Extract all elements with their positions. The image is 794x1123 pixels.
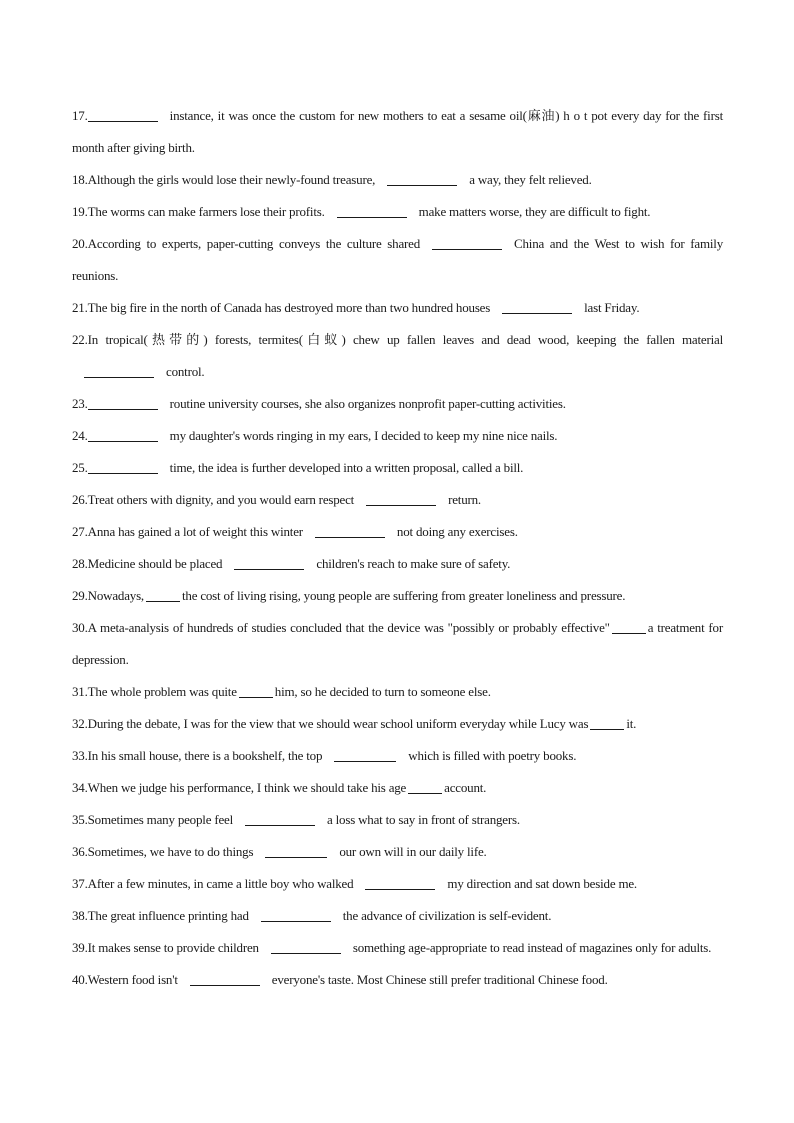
question-number: 32. [72, 716, 88, 731]
question-number: 18. [72, 172, 88, 187]
answer-blank[interactable] [408, 780, 442, 794]
answer-blank[interactable] [245, 812, 315, 826]
question-text-after: return. [448, 492, 481, 507]
question-text-after: instance, it was once the custom for new mothers to eat a sesame oil(麻油) h o t pot every day for the first month after giving birth. [72, 108, 723, 155]
question-text-before: When we judge his performance, I think we should take his age [87, 780, 407, 795]
question-item [72, 932, 723, 964]
question-text-after: a way, they felt relieved. [469, 172, 592, 187]
question-item [72, 452, 723, 484]
question-text-after: China and the West to wish for family reunions. [72, 236, 723, 283]
question-item [72, 548, 723, 580]
question-number: 26. [72, 492, 88, 507]
question-text-before: The whole problem was quite [87, 684, 237, 699]
question-item [72, 164, 723, 196]
question-number: 36. [72, 844, 88, 859]
answer-blank[interactable] [88, 460, 158, 474]
question-text-before: Although the girls would lose their newly-found treasure, [87, 172, 376, 187]
answer-blank[interactable] [612, 620, 646, 634]
question-text-after: a loss what to say in front of strangers. [327, 812, 520, 827]
answer-blank[interactable] [88, 396, 158, 410]
question-item [72, 420, 723, 452]
answer-blank[interactable] [334, 748, 396, 762]
question-number: 20. [72, 236, 88, 251]
question-text-before: In his small house, there is a bookshelf, the top [87, 748, 323, 763]
question-number: 37. [72, 876, 88, 891]
answer-blank[interactable] [146, 588, 180, 602]
question-text-after: which is filled with poetry books. [408, 748, 577, 763]
question-item [72, 676, 723, 708]
answer-blank[interactable] [432, 236, 502, 250]
question-text-before: Medicine should be placed [87, 556, 223, 571]
question-text-after: routine university courses, she also organizes nonprofit paper-cutting activities. [169, 396, 566, 411]
question-item [72, 228, 723, 292]
question-text-before: Anna has gained a lot of weight this winter [87, 524, 303, 539]
answer-blank[interactable] [590, 716, 624, 730]
question-item [72, 324, 723, 388]
question-number: 19. [72, 204, 88, 219]
question-number: 23. [72, 396, 88, 411]
question-text-after: him, so he decided to turn to someone else. [274, 684, 491, 699]
question-item [72, 836, 723, 868]
question-text-after: children's reach to make sure of safety. [316, 556, 511, 571]
question-number: 22. [72, 332, 88, 347]
question-number: 34. [72, 780, 88, 795]
question-item [72, 516, 723, 548]
question-text-before: The great influence printing had [87, 908, 249, 923]
answer-blank[interactable] [502, 300, 572, 314]
question-text-after: my daughter's words ringing in my ears, I decided to keep my nine nice nails. [169, 428, 558, 443]
question-text-before: Treat others with dignity, and you would earn respect [87, 492, 355, 507]
question-text-before: Sometimes, we have to do things [87, 844, 254, 859]
question-text-after: time, the idea is further developed into a written proposal, called a bill. [169, 460, 524, 475]
question-item [72, 964, 723, 996]
question-item [72, 388, 723, 420]
question-number: 31. [72, 684, 88, 699]
question-number: 35. [72, 812, 88, 827]
question-text-after: last Friday. [584, 300, 640, 315]
question-text-before: In tropical(热带的) forests, termites(白蚁) chew up fallen leaves and dead wood, keeping the fallen material [87, 332, 723, 347]
answer-blank[interactable] [366, 492, 436, 506]
question-number: 33. [72, 748, 88, 763]
question-number: 21. [72, 300, 88, 315]
question-text-before: Western food isn't [87, 972, 178, 987]
answer-blank[interactable] [234, 556, 304, 570]
question-number: 28. [72, 556, 88, 571]
answer-blank[interactable] [88, 108, 158, 122]
question-number: 39. [72, 940, 88, 955]
question-item [72, 868, 723, 900]
question-text-after: the cost of living rising, young people are suffering from greater loneliness and pressure. [181, 588, 626, 603]
question-text-after: account. [444, 780, 487, 795]
question-text-before: Sometimes many people feel [87, 812, 233, 827]
answer-blank[interactable] [84, 364, 154, 378]
answer-blank[interactable] [239, 684, 273, 698]
question-item [72, 612, 723, 676]
question-text-after: make matters worse, they are difficult to fight. [418, 204, 651, 219]
question-item [72, 900, 723, 932]
question-text-after: my direction and sat down beside me. [447, 876, 637, 891]
question-text-before: A meta-analysis of hundreds of studies concluded that the device was "possibly or probably effective" [87, 620, 610, 635]
question-number: 27. [72, 524, 88, 539]
answer-blank[interactable] [190, 972, 260, 986]
question-text-after: everyone's taste. Most Chinese still prefer traditional Chinese food. [271, 972, 608, 987]
question-text-before: After a few minutes, in came a little boy who walked [87, 876, 354, 891]
question-list [72, 100, 723, 996]
answer-blank[interactable] [271, 940, 341, 954]
question-item [72, 804, 723, 836]
question-text-before: The big fire in the north of Canada has destroyed more than two hundred houses [87, 300, 491, 315]
question-number: 40. [72, 972, 88, 987]
question-text-after: not doing any exercises. [396, 524, 518, 539]
question-text-after: control. [166, 364, 205, 379]
question-text-before: Nowadays, [87, 588, 144, 603]
question-text-before: The worms can make farmers lose their profits. [87, 204, 325, 219]
question-number: 17. [72, 108, 88, 123]
question-item [72, 100, 723, 164]
question-item [72, 772, 723, 804]
answer-blank[interactable] [337, 204, 407, 218]
question-item [72, 196, 723, 228]
question-item [72, 740, 723, 772]
question-item [72, 708, 723, 740]
question-text-after: a treatment for depression. [72, 620, 723, 667]
question-text-after: our own will in our daily life. [339, 844, 487, 859]
question-number: 38. [72, 908, 88, 923]
question-text-before: It makes sense to provide children [87, 940, 259, 955]
question-number: 30. [72, 620, 88, 635]
answer-blank[interactable] [387, 172, 457, 186]
question-number: 24. [72, 428, 88, 443]
question-number: 29. [72, 588, 88, 603]
question-text-before: During the debate, I was for the view that we should wear school uniform everyday while Lucy was [87, 716, 589, 731]
answer-blank[interactable] [265, 844, 327, 858]
question-text-after: it. [626, 716, 637, 731]
question-text-before: According to experts, paper-cutting conveys the culture shared [87, 236, 421, 251]
question-item [72, 292, 723, 324]
question-text-after: something age-appropriate to read instead of magazines only for adults. [352, 940, 712, 955]
question-text-after: the advance of civilization is self-evident. [342, 908, 552, 923]
question-item [72, 484, 723, 516]
answer-blank[interactable] [88, 428, 158, 442]
question-number: 25. [72, 460, 88, 475]
answer-blank[interactable] [261, 908, 331, 922]
answer-blank[interactable] [365, 876, 435, 890]
question-item [72, 580, 723, 612]
answer-blank[interactable] [315, 524, 385, 538]
